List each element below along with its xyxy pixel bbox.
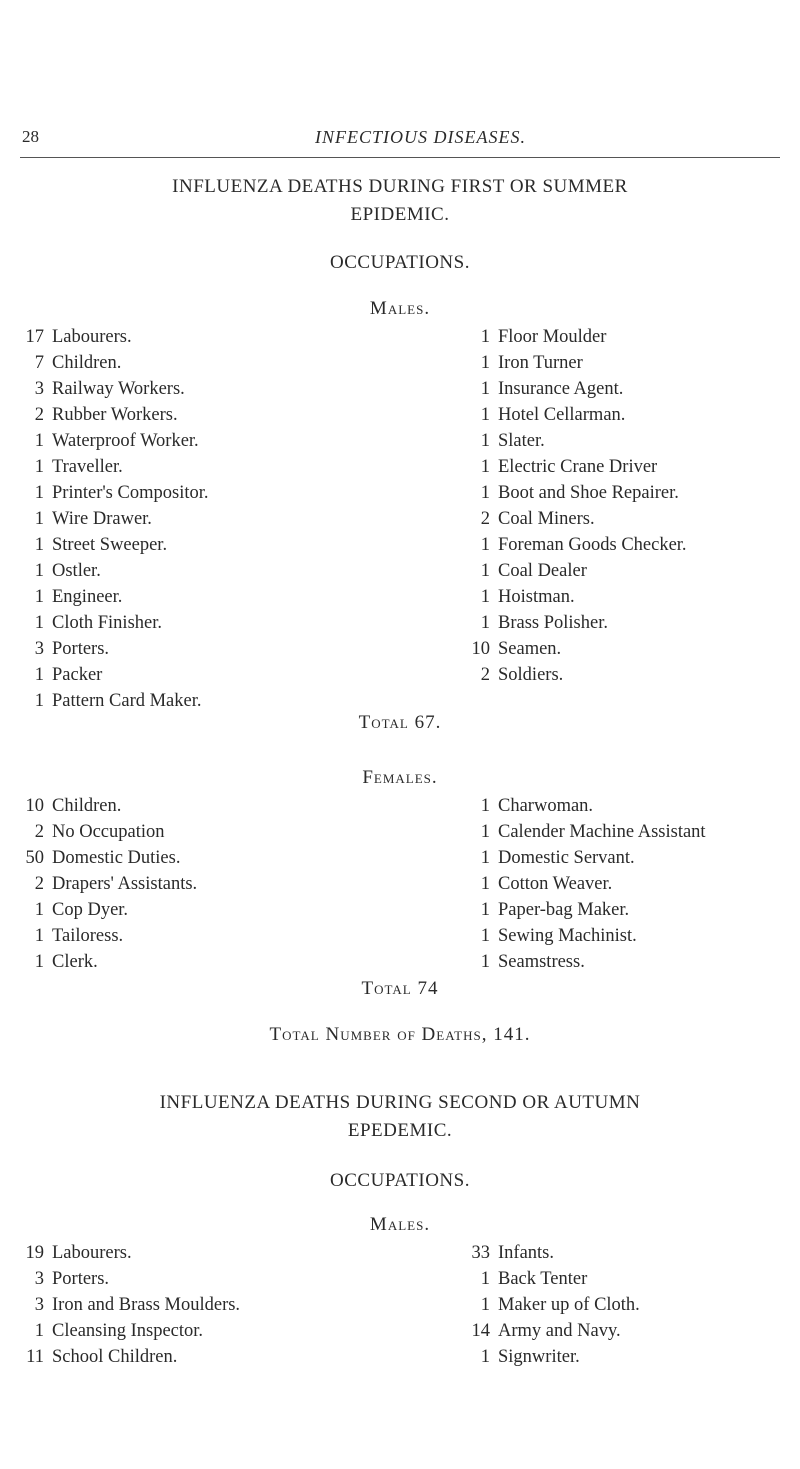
occupation-label: Hoistman. [498, 587, 575, 607]
occupation-count: 1 [34, 1321, 44, 1341]
occupation-row [460, 428, 687, 454]
occupation-count: 3 [34, 379, 44, 399]
occupation-label: Street Sweeper. [52, 535, 168, 555]
occupation-label: Children. [52, 796, 122, 816]
occupation-count: 19 [25, 1243, 44, 1263]
occupation-count: 2 [480, 665, 490, 685]
occupation-row [18, 662, 208, 688]
section2-title-line1: INFLUENZA DEATHS DURING SECOND OR AUTUMN [159, 1092, 641, 1113]
occupation-count: 10 [25, 796, 44, 816]
occupation-label: Cop Dyer. [52, 900, 129, 920]
occupation-row [460, 1344, 640, 1370]
occupation-label: Signwriter. [498, 1347, 580, 1367]
occupation-row [460, 949, 706, 975]
occupation-label: Charwoman. [498, 796, 594, 816]
occupation-count: 1 [34, 587, 44, 607]
occupation-row [18, 1240, 240, 1266]
occupation-label: Packer [52, 665, 103, 685]
section2-subtitle: OCCUPATIONS. [330, 1170, 470, 1191]
occupation-count: 1 [480, 353, 490, 373]
occupation-count: 1 [34, 926, 44, 946]
occupation-count: 2 [480, 509, 490, 529]
occupation-label: Waterproof Worker. [52, 431, 199, 451]
running-head: INFECTIOUS DISEASES. [315, 127, 526, 147]
occupation-label: Ostler. [52, 561, 101, 581]
occupation-count: 1 [480, 900, 490, 920]
occupation-row [460, 506, 687, 532]
section1-males-left-list [18, 324, 208, 714]
occupation-row [18, 402, 208, 428]
occupation-row [18, 324, 208, 350]
occupation-label: Insurance Agent. [498, 379, 624, 399]
occupation-row [18, 923, 197, 949]
occupation-label: Domestic Duties. [52, 848, 181, 868]
occupation-label: Engineer. [52, 587, 123, 607]
occupation-count: 1 [34, 535, 44, 555]
occupation-label: Soldiers. [498, 665, 564, 685]
occupation-row [460, 819, 706, 845]
occupation-row [460, 1240, 640, 1266]
occupation-label: Foreman Goods Checker. [498, 535, 687, 555]
occupation-label: Electric Crane Driver [498, 457, 658, 477]
occupation-label: Seamstress. [498, 952, 585, 972]
occupation-label: Children. [52, 353, 122, 373]
occupation-label: Printer's Compositor. [52, 483, 209, 503]
occupation-label: Army and Navy. [498, 1321, 621, 1341]
header-rule [20, 157, 780, 158]
occupation-row [460, 793, 706, 819]
occupation-count: 1 [34, 561, 44, 581]
occupation-row [18, 350, 208, 376]
occupation-count: 1 [480, 535, 490, 555]
occupation-count: 1 [34, 431, 44, 451]
occupation-label: No Occupation [52, 822, 165, 842]
occupation-count: 1 [34, 691, 44, 711]
occupation-label: Tailoress. [52, 926, 124, 946]
occupation-count: 1 [480, 848, 490, 868]
occupation-label: Cleansing Inspector. [52, 1321, 204, 1341]
occupation-row [18, 506, 208, 532]
occupation-count: 2 [34, 822, 44, 842]
occupation-row [460, 454, 687, 480]
occupation-row [460, 376, 687, 402]
occupation-count: 1 [480, 613, 490, 633]
occupation-count: 14 [471, 1321, 490, 1341]
section2-males-right-list [460, 1240, 640, 1370]
occupation-label: Drapers' Assistants. [52, 874, 198, 894]
occupation-row [460, 897, 706, 923]
section2-title-line2: EPEDEMIC. [347, 1120, 453, 1141]
section2-males-heading: Males. [369, 1214, 431, 1235]
occupation-count: 1 [480, 483, 490, 503]
occupation-row [460, 324, 687, 350]
occupation-count: 1 [480, 1347, 490, 1367]
occupation-count: 2 [34, 405, 44, 425]
occupation-count: 1 [480, 952, 490, 972]
occupation-count: 1 [34, 665, 44, 685]
occupation-row [18, 1318, 240, 1344]
occupation-count: 1 [34, 457, 44, 477]
section1-females-right-list [460, 793, 706, 975]
occupation-row [18, 1292, 240, 1318]
occupation-count: 3 [34, 1295, 44, 1315]
occupation-row [18, 480, 208, 506]
occupation-row [18, 1344, 240, 1370]
occupation-count: 1 [480, 405, 490, 425]
section2-males-left-list [18, 1240, 240, 1370]
occupation-label: Clerk. [52, 952, 98, 972]
occupation-count: 1 [34, 613, 44, 633]
occupation-count: 2 [34, 874, 44, 894]
occupation-label: Iron Turner [498, 353, 583, 373]
page-number: 28 [22, 127, 39, 146]
occupation-row [460, 532, 687, 558]
occupation-label: Infants. [498, 1243, 554, 1263]
occupation-label: Hotel Cellarman. [498, 405, 626, 425]
occupation-label: Sewing Machinist. [498, 926, 637, 946]
occupation-count: 33 [471, 1243, 490, 1263]
occupation-row [18, 949, 197, 975]
occupation-row [18, 428, 208, 454]
occupation-row [18, 610, 208, 636]
occupation-row [460, 558, 687, 584]
occupation-row [460, 584, 687, 610]
occupation-label: Domestic Servant. [498, 848, 635, 868]
occupation-count: 3 [34, 639, 44, 659]
occupation-count: 1 [480, 431, 490, 451]
occupation-label: Pattern Card Maker. [52, 691, 202, 711]
occupation-row [460, 610, 687, 636]
occupation-count: 1 [34, 952, 44, 972]
occupation-row [18, 845, 197, 871]
occupation-row [460, 350, 687, 376]
occupation-row [18, 532, 208, 558]
occupation-count: 10 [471, 639, 490, 659]
occupation-count: 1 [480, 1269, 490, 1289]
occupation-row [460, 1318, 640, 1344]
occupation-row [18, 793, 197, 819]
occupation-count: 50 [25, 848, 44, 868]
occupation-label: Seamen. [498, 639, 562, 659]
occupation-row [460, 662, 687, 688]
occupation-count: 1 [480, 457, 490, 477]
occupation-count: 1 [480, 379, 490, 399]
occupation-label: Traveller. [52, 457, 123, 477]
occupation-count: 1 [34, 509, 44, 529]
occupation-count: 17 [25, 327, 44, 347]
occupation-label: Rubber Workers. [52, 405, 178, 425]
occupation-row [460, 923, 706, 949]
occupation-label: Labourers. [52, 1243, 132, 1263]
occupation-count: 1 [480, 587, 490, 607]
occupation-count: 7 [34, 353, 44, 373]
occupation-label: Labourers. [52, 327, 132, 347]
occupation-row [460, 402, 687, 428]
occupation-label: Brass Polisher. [498, 613, 608, 633]
occupation-count: 1 [480, 822, 490, 842]
section1-females-total: Total 74 [361, 978, 439, 999]
occupation-count: 1 [480, 796, 490, 816]
occupation-count: 11 [26, 1347, 44, 1367]
occupation-count: 1 [480, 874, 490, 894]
occupation-row [18, 871, 197, 897]
occupation-row [460, 871, 706, 897]
occupation-label: Cloth Finisher. [52, 613, 162, 633]
occupation-label: Boot and Shoe Repairer. [498, 483, 679, 503]
occupation-label: School Children. [52, 1347, 178, 1367]
occupation-row [18, 1266, 240, 1292]
occupation-label: Wire Drawer. [52, 509, 152, 529]
occupation-label: Floor Moulder [498, 327, 607, 347]
occupation-label: Maker up of Cloth. [498, 1295, 640, 1315]
occupation-row [460, 480, 687, 506]
occupation-label: Coal Dealer [498, 561, 587, 581]
occupation-label: Calender Machine Assistant [498, 822, 706, 842]
occupation-row [460, 1266, 640, 1292]
occupation-label: Porters. [52, 639, 110, 659]
occupation-row [18, 897, 197, 923]
occupation-count: 1 [480, 1295, 490, 1315]
occupation-count: 1 [480, 926, 490, 946]
occupation-row [460, 636, 687, 662]
occupation-label: Slater. [498, 431, 545, 451]
occupation-count: 3 [34, 1269, 44, 1289]
section1-males-heading: Males. [369, 298, 431, 319]
section1-title-line2: EPIDEMIC. [350, 204, 450, 225]
section1-females-heading: Females. [362, 767, 438, 788]
occupation-row [460, 845, 706, 871]
occupation-label: Back Tenter [498, 1269, 588, 1289]
occupation-row [18, 819, 197, 845]
occupation-row [460, 1292, 640, 1318]
section1-grand-total: Total Number of Deaths, 141. [269, 1024, 531, 1045]
occupation-label: Coal Miners. [498, 509, 595, 529]
occupation-count: 1 [480, 327, 490, 347]
section1-females-left-list [18, 793, 197, 975]
section1-males-total: Total 67. [358, 712, 442, 733]
occupation-row [18, 376, 208, 402]
occupation-row [18, 636, 208, 662]
occupation-label: Paper-bag Maker. [498, 900, 630, 920]
section1-title-line1: INFLUENZA DEATHS DURING FIRST OR SUMMER [172, 176, 628, 197]
section1-males-right-list [460, 324, 687, 688]
occupation-label: Porters. [52, 1269, 110, 1289]
occupation-row [18, 454, 208, 480]
section1-subtitle: OCCUPATIONS. [330, 252, 470, 273]
occupation-row [18, 584, 208, 610]
occupation-label: Iron and Brass Moulders. [52, 1295, 241, 1315]
occupation-label: Railway Workers. [52, 379, 185, 399]
occupation-count: 1 [480, 561, 490, 581]
occupation-count: 1 [34, 483, 44, 503]
occupation-count: 1 [34, 900, 44, 920]
occupation-row [18, 688, 208, 714]
occupation-row [18, 558, 208, 584]
occupation-label: Cotton Weaver. [498, 874, 613, 894]
